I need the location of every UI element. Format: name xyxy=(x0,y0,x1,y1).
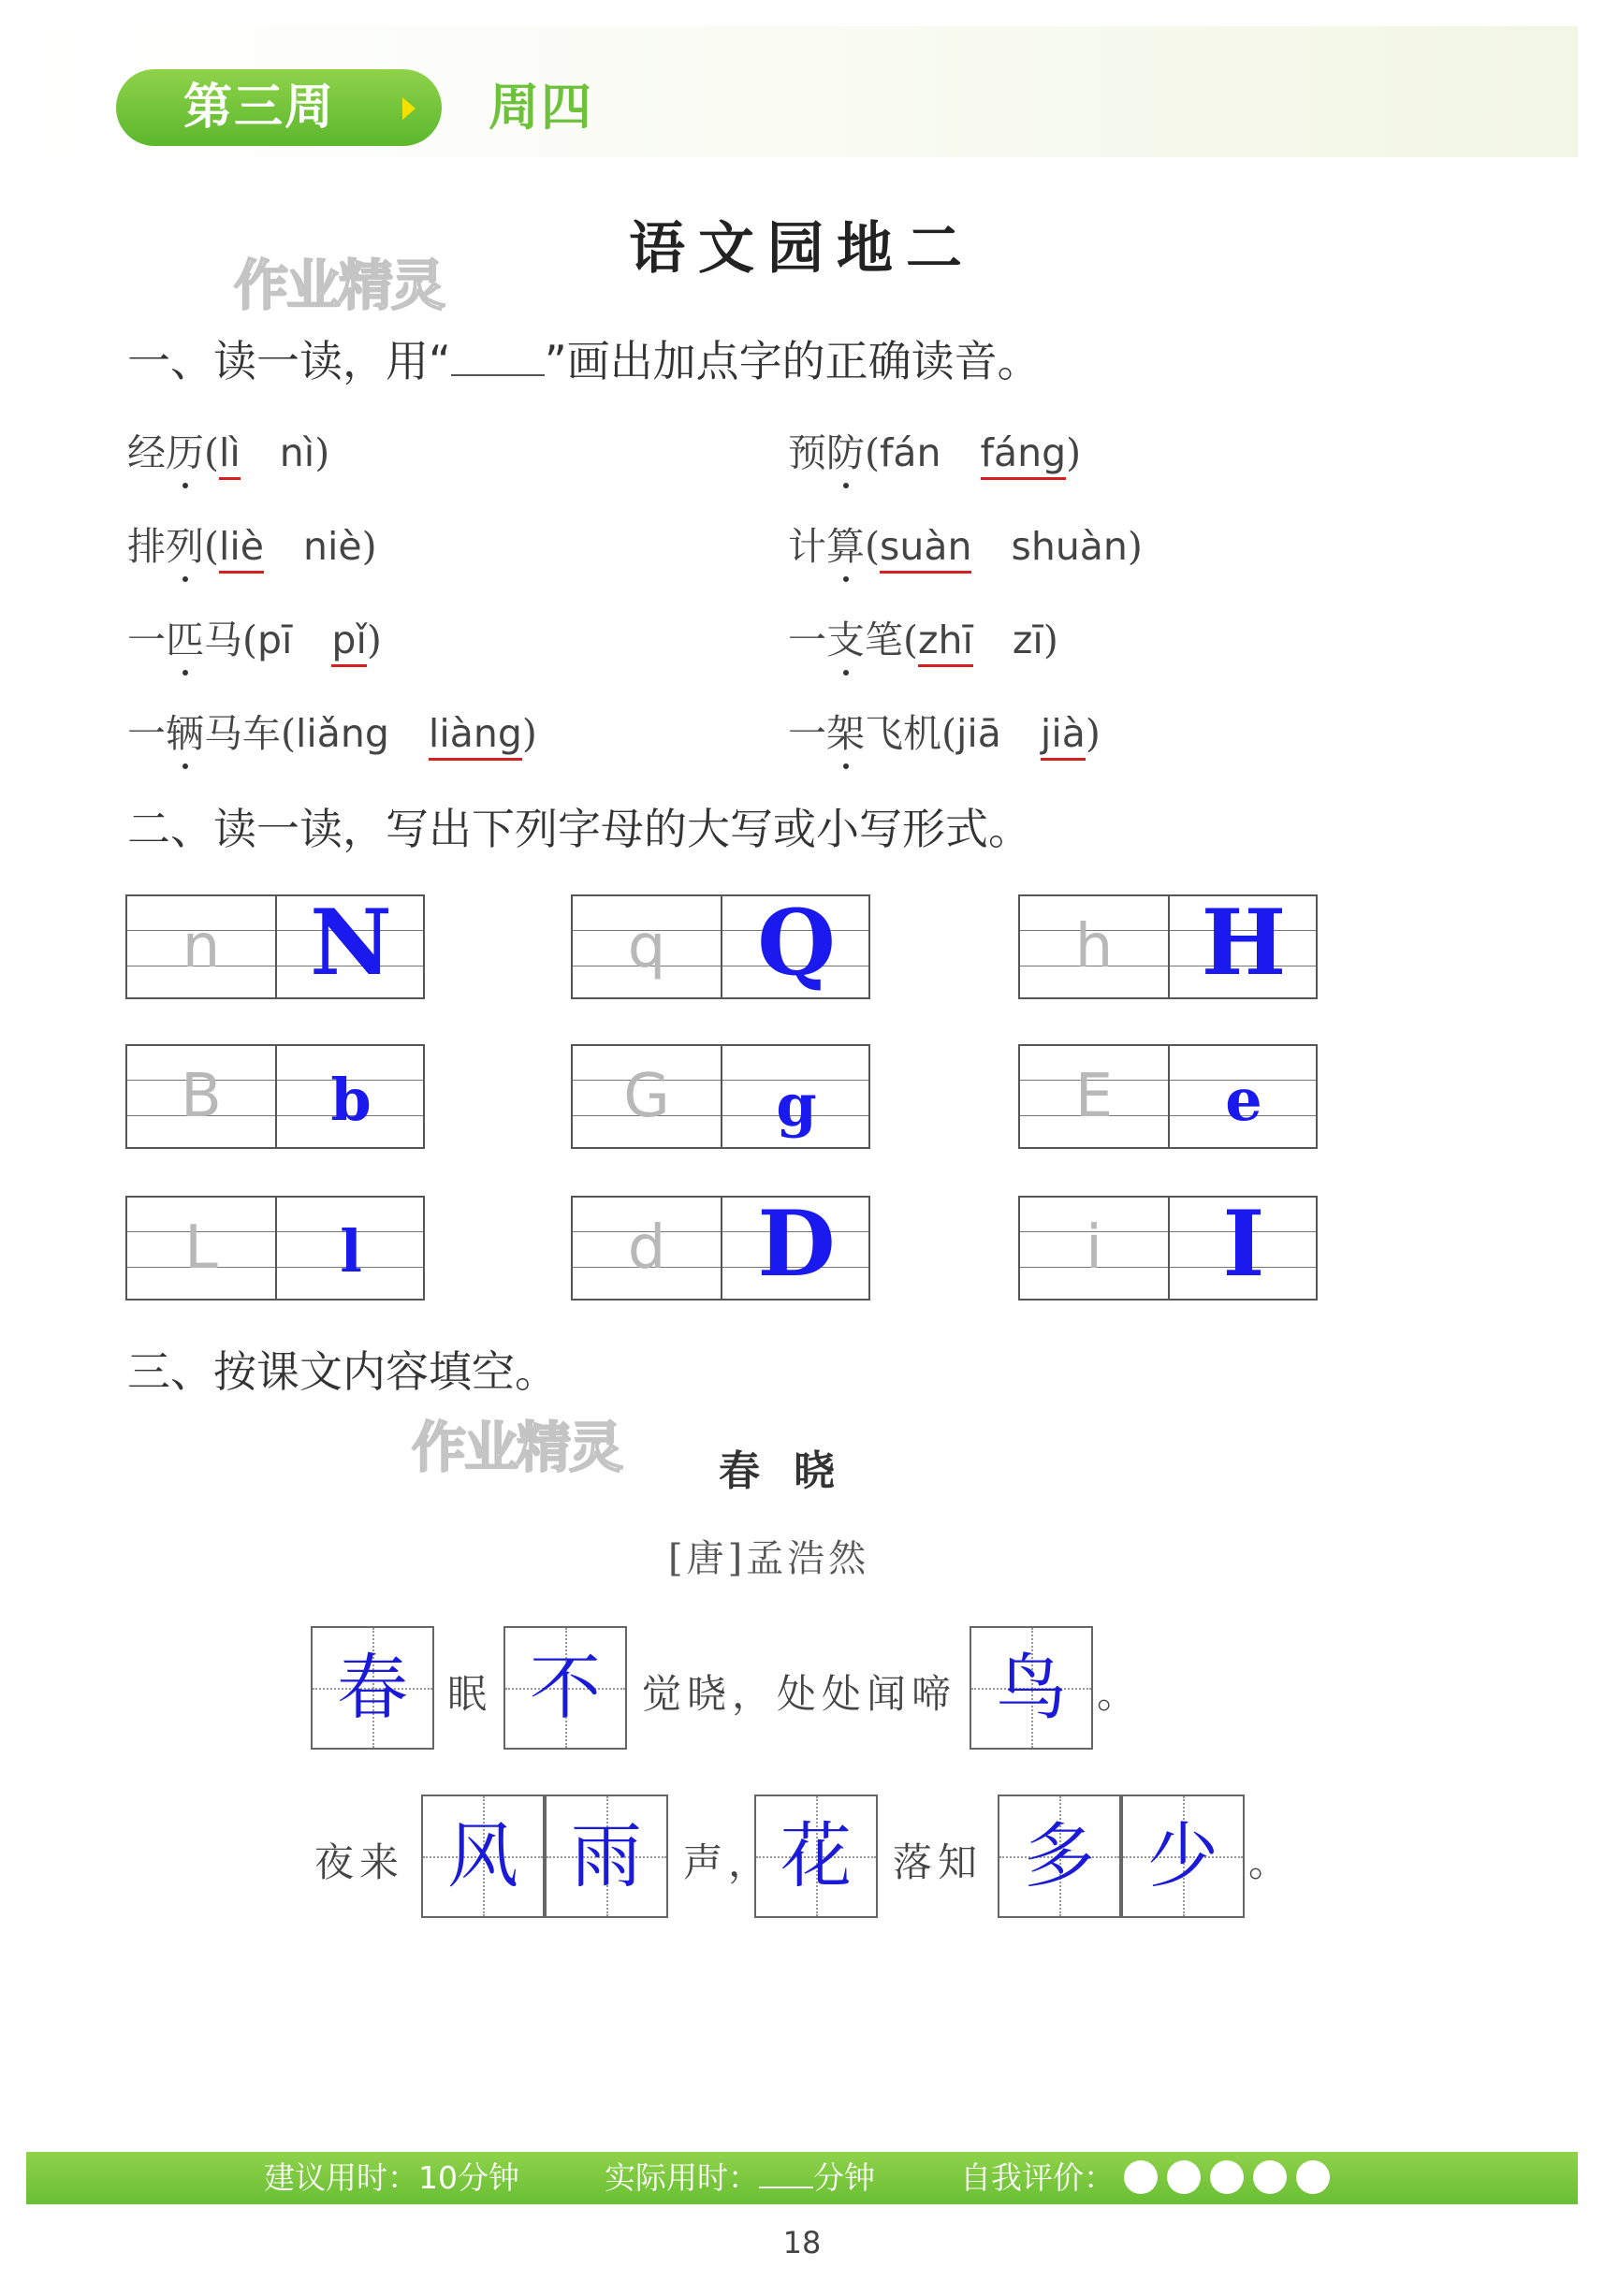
word-char: 计 xyxy=(788,524,826,569)
poem-text: 。 xyxy=(1248,1839,1294,1885)
poem-text: 落知 xyxy=(893,1839,984,1885)
answer-char-box xyxy=(545,1795,668,1918)
word-char: 一 xyxy=(788,711,826,756)
paren-open: ( xyxy=(281,711,296,756)
paren-close: ) xyxy=(1043,618,1058,662)
pinyin-option[interactable]: pī xyxy=(257,618,293,662)
paren-open: ( xyxy=(204,430,219,475)
star-icon[interactable] xyxy=(1296,2160,1330,2194)
answer-char: 雨 xyxy=(571,1814,642,1897)
given-letter: i xyxy=(1086,1213,1102,1283)
paren-open: ( xyxy=(941,711,956,756)
answer-char: 春 xyxy=(337,1646,408,1729)
star-icon[interactable] xyxy=(1253,2160,1287,2194)
paren-open: ( xyxy=(903,618,918,662)
answer-char-box xyxy=(503,1626,627,1750)
poem-text: 夜来 xyxy=(314,1839,405,1885)
letter-box xyxy=(125,890,425,999)
dotted-char: 历 xyxy=(166,430,204,475)
pinyin-item xyxy=(788,518,1143,574)
word-char: 笔 xyxy=(865,618,903,662)
self-evaluation xyxy=(960,2152,1330,2204)
poem-text: 眠 xyxy=(447,1671,493,1717)
paren-close: ) xyxy=(1066,430,1082,475)
word-char: 飞 xyxy=(865,711,903,756)
pinyin-option-selected[interactable]: pǐ xyxy=(331,618,366,667)
section3-heading: 三、按课文内容填空。 xyxy=(127,1346,558,1397)
pinyin-item xyxy=(127,705,537,762)
given-letter: q xyxy=(627,912,666,981)
word-char: 机 xyxy=(903,711,941,756)
answer-letter[interactable]: e xyxy=(1225,1066,1262,1134)
suggested-time: 建议用时：10分钟 xyxy=(264,2159,519,2196)
dotted-char: 算 xyxy=(826,524,865,569)
dotted-char: 辆 xyxy=(166,711,204,756)
heading-text-before: 一、读一读，用“ xyxy=(127,336,451,386)
letter-box xyxy=(125,1196,425,1301)
pinyin-option[interactable]: nì xyxy=(279,430,315,475)
paren-open: ( xyxy=(865,430,880,475)
dotted-char: 列 xyxy=(166,524,204,569)
pinyin-item xyxy=(127,518,377,574)
play-arrow-icon xyxy=(402,97,416,120)
letter-box xyxy=(571,1191,870,1301)
pinyin-option-selected[interactable]: liàng xyxy=(429,711,522,761)
section1-heading xyxy=(127,333,1041,389)
star-icon[interactable] xyxy=(1167,2160,1201,2194)
pinyin-option-selected[interactable]: jià xyxy=(1041,711,1086,761)
pinyin-option[interactable]: niè xyxy=(303,524,362,569)
poem-title: 春晓 xyxy=(719,1447,868,1495)
given-letter: d xyxy=(627,1213,666,1283)
answer-char-box xyxy=(754,1795,878,1918)
answer-char: 不 xyxy=(530,1646,601,1729)
page-number: 18 xyxy=(782,2225,822,2260)
watermark: 作业精灵 xyxy=(234,254,445,317)
dotted-char: 架 xyxy=(826,711,865,756)
answer-char-box xyxy=(1121,1795,1245,1918)
dotted-char: 支 xyxy=(826,618,865,662)
pinyin-option[interactable]: zī xyxy=(1012,618,1043,662)
letter-box xyxy=(571,1044,870,1149)
answer-letter[interactable]: N xyxy=(310,890,392,995)
word-char: 经 xyxy=(127,430,166,475)
pinyin-option[interactable]: jiā xyxy=(956,711,1001,756)
pinyin-item xyxy=(788,612,1058,668)
pinyin-option[interactable]: fán xyxy=(880,430,941,475)
answer-letter[interactable]: g xyxy=(776,1071,817,1140)
letter-box xyxy=(1018,1044,1318,1149)
blank-line xyxy=(451,337,545,376)
star-icon[interactable] xyxy=(1124,2160,1158,2194)
paren-close: ) xyxy=(1127,524,1143,569)
given-letter: h xyxy=(1074,912,1114,981)
paren-close: ) xyxy=(366,618,382,662)
pinyin-word xyxy=(127,618,242,662)
pinyin-word xyxy=(788,618,903,662)
pinyin-word xyxy=(127,711,281,756)
paren-close: ) xyxy=(361,524,377,569)
letter-box xyxy=(571,890,870,999)
answer-letter[interactable]: H xyxy=(1201,890,1287,995)
answer-letter[interactable]: D xyxy=(757,1191,836,1297)
dotted-char: 防 xyxy=(826,430,865,475)
given-letter: L xyxy=(184,1213,218,1283)
letter-box xyxy=(125,1044,425,1149)
week-label: 第三周 xyxy=(183,80,336,136)
word-char: 马 xyxy=(204,711,242,756)
paren-open: ( xyxy=(242,618,257,662)
pinyin-option[interactable]: shuàn xyxy=(1011,524,1128,569)
answer-char: 花 xyxy=(780,1814,852,1897)
given-letter: E xyxy=(1074,1062,1114,1131)
pinyin-option-selected[interactable]: zhī xyxy=(918,618,973,667)
pinyin-word xyxy=(788,524,865,569)
pinyin-option-selected[interactable]: liè xyxy=(219,524,264,574)
dotted-char: 匹 xyxy=(166,618,204,662)
actual-time-label: 实际用时： xyxy=(605,2159,759,2196)
letter-box xyxy=(1018,1191,1318,1301)
page-title: 语文园地二 xyxy=(629,216,975,282)
pinyin-item xyxy=(127,425,329,481)
paren-close: ) xyxy=(314,430,330,475)
section2-heading: 二、读一读，写出下列字母的大写或小写形式。 xyxy=(127,804,1031,854)
paren-close: ) xyxy=(1085,711,1101,756)
answer-char: 多 xyxy=(1024,1814,1095,1897)
answer-char-box xyxy=(970,1626,1093,1750)
given-letter: G xyxy=(623,1062,670,1131)
poem-text: 觉晓，处处闻啼 xyxy=(642,1671,957,1717)
given-letter: B xyxy=(181,1062,222,1131)
poem-text: 声， xyxy=(683,1839,774,1885)
pinyin-option-selected[interactable]: lì xyxy=(219,430,241,480)
answer-char: 风 xyxy=(447,1814,518,1897)
pinyin-word xyxy=(127,524,204,569)
actual-time-blank xyxy=(759,2162,813,2188)
answer-char-box xyxy=(421,1795,545,1918)
pinyin-item xyxy=(788,425,1081,481)
word-char: 一 xyxy=(788,618,826,662)
paren-open: ( xyxy=(204,524,219,569)
actual-time-unit: 分钟 xyxy=(813,2159,875,2196)
word-char: 排 xyxy=(127,524,166,569)
word-char: 一 xyxy=(127,618,166,662)
poem-text: 。 xyxy=(1097,1671,1143,1717)
answer-letter[interactable]: l xyxy=(340,1217,362,1286)
heading-text-after: ”画出加点字的正确读音。 xyxy=(544,336,1041,386)
word-char: 预 xyxy=(788,430,826,475)
pinyin-word xyxy=(127,430,204,475)
paren-open: ( xyxy=(865,524,880,569)
pinyin-option-selected[interactable]: suàn xyxy=(880,524,971,574)
answer-char: 鸟 xyxy=(996,1646,1067,1729)
word-char: 车 xyxy=(242,711,281,756)
letter-box xyxy=(1018,890,1318,999)
star-rating xyxy=(1115,2159,1330,2196)
answer-char-box xyxy=(311,1626,434,1750)
self-eval-label: 自我评价： xyxy=(960,2159,1115,2196)
pinyin-option[interactable]: liǎng xyxy=(296,711,389,756)
star-icon[interactable] xyxy=(1210,2160,1244,2194)
pinyin-item xyxy=(127,612,382,668)
answer-letter[interactable]: Q xyxy=(757,890,836,995)
pinyin-option-selected[interactable]: fáng xyxy=(981,430,1067,480)
answer-char: 少 xyxy=(1147,1814,1218,1897)
pinyin-item xyxy=(788,705,1101,762)
watermark: 作业精灵 xyxy=(412,1416,622,1479)
answer-char-box xyxy=(998,1795,1121,1918)
day-label: 周四 xyxy=(488,78,593,137)
paren-close: ) xyxy=(521,711,537,756)
pinyin-word xyxy=(788,711,941,756)
answer-letter[interactable]: I xyxy=(1222,1191,1265,1297)
answer-letter[interactable]: b xyxy=(330,1066,372,1134)
given-letter: n xyxy=(182,912,221,981)
poem-author: [唐]孟浩然 xyxy=(668,1537,870,1580)
word-char: 一 xyxy=(127,711,166,756)
word-char: 马 xyxy=(204,618,242,662)
actual-time xyxy=(605,2152,875,2204)
pinyin-word xyxy=(788,430,865,475)
